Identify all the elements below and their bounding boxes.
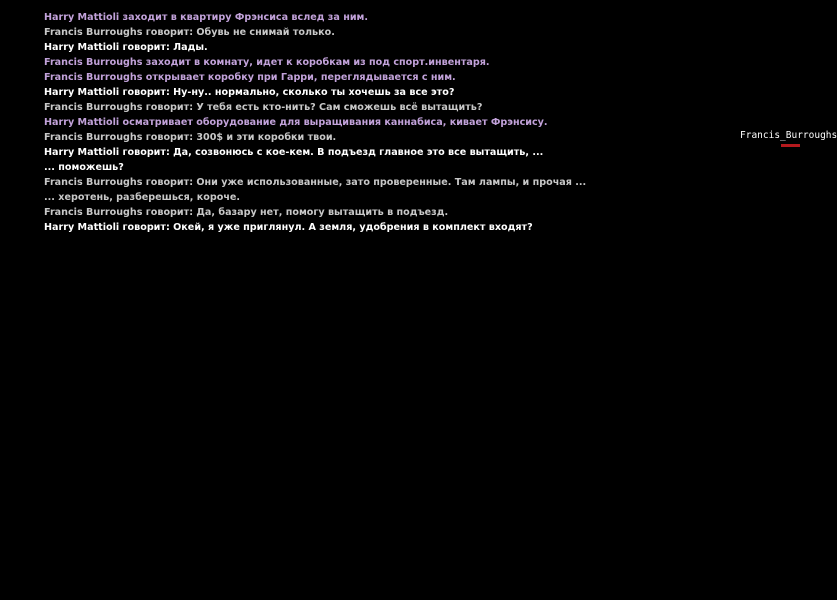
chat-line: Harry Mattioli говорит: Окей, я уже приглянул. А земля, удобрения в комплект входят? [44,222,533,233]
chat-log [44,10,744,235]
chat-line: Francis Burroughs говорит: Да, базару нет, помогу вытащить в подъезд. [44,207,449,218]
chat-line: Harry Mattioli заходит в квартиру Фрэнсиса вслед за ним. [44,12,369,23]
chat-line: Harry Mattioli говорит: Да, созвонюсь с кое-кем. В подъезд главное это все вытащить, ... [44,147,544,158]
chat-line: Francis Burroughs говорит: Обувь не снимай только. [44,27,335,38]
chat-line: Francis Burroughs говорит: Они уже использованные, зато проверенные. Там лампы, и прочая ... [44,177,587,188]
chat-line: Harry Mattioli говорит: Лады. [44,42,208,53]
chat-line: Francis Burroughs говорит: У тебя есть кто-нить? Сам сможешь всё вытащить? [44,102,483,113]
player-health-bar [781,144,800,147]
chat-line: Francis Burroughs говорит: 300$ и эти коробки твои. [44,132,337,143]
player-nametag [740,130,837,142]
chat-line: Francis Burroughs заходит в комнату, идет к коробкам из под спорт.инвентаря. [44,57,490,68]
player-name-label: Francis_Burroughs [740,130,837,141]
chat-line: Francis Burroughs открывает коробку при Гарри, переглядывается с ним. [44,72,456,83]
chat-line: Harry Mattioli говорит: Ну-ну.. нормально, сколько ты хочешь за все это? [44,87,455,98]
chat-line: Harry Mattioli осматривает оборудование для выращивания каннабиса, кивает Фрэнсису. [44,117,548,128]
chat-line: ... херотень, разберешься, короче. [44,192,241,203]
chat-line: ... поможешь? [44,162,124,173]
